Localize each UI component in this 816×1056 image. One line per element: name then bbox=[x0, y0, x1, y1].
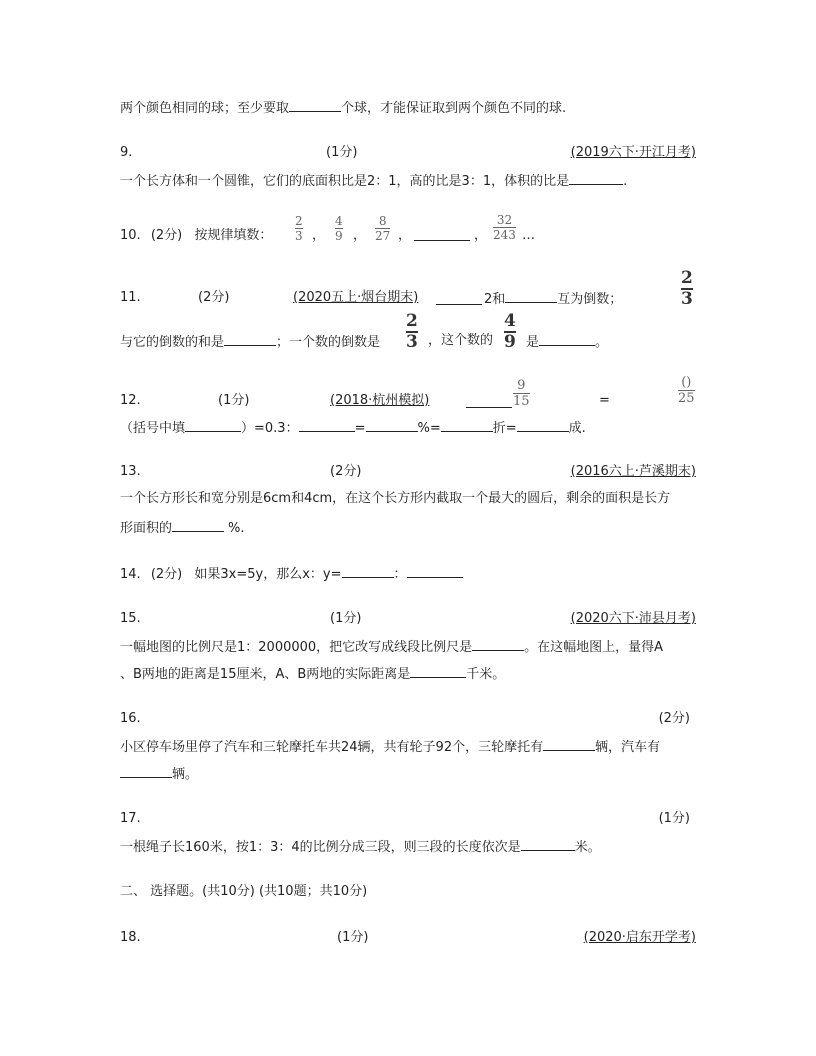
q17-score: (1分) bbox=[658, 811, 690, 826]
q12-fraction-b: () 25 bbox=[678, 375, 695, 406]
q16-number: 16. bbox=[120, 711, 141, 726]
q12-score: (1分) bbox=[218, 393, 250, 408]
answer-blank[interactable] bbox=[407, 564, 463, 578]
answer-blank[interactable] bbox=[472, 637, 524, 651]
answer-blank[interactable] bbox=[224, 332, 276, 346]
q15-text-2: 、B两地的距离是15厘米，A、B两地的实际距离是 千米。 bbox=[120, 664, 505, 684]
section-2-title: 二、 选择题。(共10分) (共10题；共10分) bbox=[120, 884, 368, 899]
q14-text: 14. (2分) 如果3x=5y，那么x：y= ： bbox=[120, 564, 463, 584]
answer-blank[interactable] bbox=[543, 737, 595, 751]
answer-blank[interactable] bbox=[569, 171, 623, 185]
q11-score: (2分) bbox=[198, 290, 230, 305]
q18-number: 18. bbox=[120, 930, 141, 945]
q11-source-link[interactable]: (2020五上·烟台期末) bbox=[293, 290, 419, 305]
answer-blank[interactable] bbox=[517, 418, 569, 432]
answer-blank[interactable] bbox=[172, 518, 224, 532]
q12-source-link[interactable]: (2018·杭州模拟) bbox=[330, 393, 430, 408]
q10-fraction-4: 32 243 bbox=[493, 213, 516, 242]
q13-text-2: 形面积的 %. bbox=[120, 518, 245, 538]
q16-score: (2分) bbox=[658, 711, 690, 726]
answer-blank[interactable] bbox=[466, 394, 512, 408]
q12-text: （括号中填 ）=0.3： = %= 折= 成. bbox=[120, 418, 586, 438]
q10-text: 10. (2分) 按规律填数： bbox=[120, 228, 273, 243]
answer-blank[interactable] bbox=[410, 664, 466, 678]
q17-number: 17. bbox=[120, 811, 141, 826]
answer-blank[interactable] bbox=[299, 418, 355, 432]
q10-fraction-3: 8 27 bbox=[375, 214, 391, 243]
q10-number: 10. bbox=[120, 228, 141, 243]
q18-source-link[interactable]: (2020·启东开学考) bbox=[583, 930, 696, 945]
answer-blank[interactable] bbox=[539, 332, 595, 346]
q16-text-1: 小区停车场里停了汽车和三轮摩托车共24辆，共有轮子92个，三轮摩托有 辆，汽车有 bbox=[120, 737, 660, 757]
q13-source-link[interactable]: (2016六上·芦溪期末) bbox=[570, 464, 696, 479]
q11-text-2: 与它的倒数的和是 ；一个数的倒数是 bbox=[120, 332, 380, 352]
q11-fraction-a: 2 3 bbox=[406, 311, 418, 352]
q13-number: 13. bbox=[120, 464, 141, 479]
q12-fraction-a: 9 15 bbox=[513, 378, 530, 409]
answer-blank[interactable] bbox=[521, 837, 575, 851]
answer-blank[interactable] bbox=[289, 98, 341, 112]
q11-number: 11. bbox=[120, 290, 141, 305]
q14-number: 14. bbox=[120, 567, 141, 582]
q14-score: (2分) bbox=[150, 567, 183, 582]
answer-blank[interactable] bbox=[441, 418, 493, 432]
answer-blank[interactable] bbox=[414, 227, 470, 241]
q15-source-link[interactable]: (2020六下·沛县月考) bbox=[570, 611, 696, 626]
q18-score: (1分) bbox=[337, 930, 369, 945]
q16-text-2: 辆。 bbox=[120, 764, 198, 784]
answer-blank[interactable] bbox=[185, 418, 241, 432]
answer-blank[interactable] bbox=[342, 564, 394, 578]
answer-blank[interactable] bbox=[505, 289, 557, 303]
q11-text-3: 是 。 bbox=[526, 332, 608, 352]
answer-blank[interactable] bbox=[120, 764, 172, 778]
q11-fraction-b: 4 9 bbox=[504, 311, 516, 352]
q13-text-1: 一个长方形长和宽分别是6cm和4cm，在这个长方形内截取一个最大的圆后，剩余的面积是长方 bbox=[120, 491, 671, 506]
q13-score: (2分) bbox=[330, 464, 362, 479]
q10-fraction-2: 4 9 bbox=[335, 214, 343, 243]
q10-score: (2分) bbox=[150, 228, 183, 243]
q9-number: 9. bbox=[120, 145, 133, 160]
q15-text-1: 一幅地图的比例尺是1：2000000，把它改写成线段比例尺是 。在这幅地图上，量得A bbox=[120, 637, 663, 657]
q8-text: 两个颜色相同的球；至少要取 个球，才能保证取到两个颜色不同的球. bbox=[120, 98, 566, 118]
q9-score: (1分) bbox=[326, 145, 358, 160]
q17-text: 一根绳子长160米，按1：3：4的比例分成三段，则三段的长度依次是 米。 bbox=[120, 837, 601, 857]
q12-number: 12. bbox=[120, 393, 141, 408]
answer-blank[interactable] bbox=[436, 291, 482, 305]
answer-blank[interactable] bbox=[366, 418, 418, 432]
q15-number: 15. bbox=[120, 611, 141, 626]
q15-score: (1分) bbox=[330, 611, 362, 626]
q9-text: 一个长方体和一个圆锥，它们的底面积比是2：1，高的比是3：1，体积的比是 . bbox=[120, 171, 627, 191]
q11-fraction-top: 2 3 bbox=[681, 268, 693, 309]
q10-fraction-1: 2 3 bbox=[295, 214, 303, 243]
q9-source-link[interactable]: (2019六下·开江月考) bbox=[570, 145, 696, 160]
q11-text-1: 2和 互为倒数； bbox=[484, 289, 622, 309]
